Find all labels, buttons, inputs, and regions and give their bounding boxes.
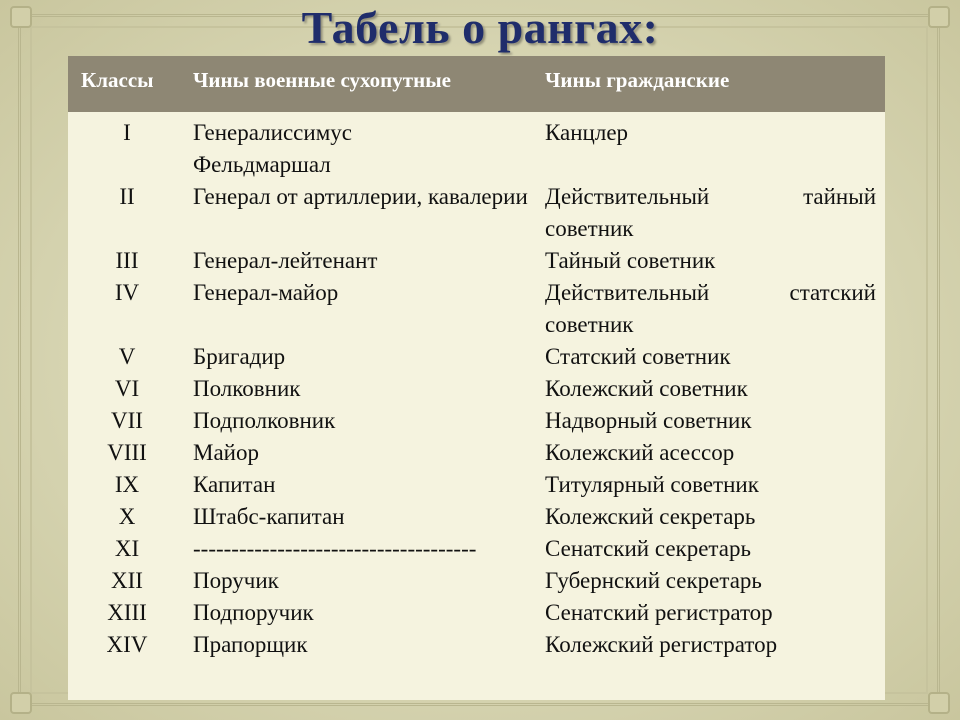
table-body xyxy=(68,117,885,661)
column-header-classes: Классы xyxy=(81,68,154,92)
class-cell: XII xyxy=(111,568,143,593)
military-rank-cell: Капитан xyxy=(193,472,276,497)
civil-rank-cell: Сенатский секретарь xyxy=(545,536,751,561)
table-row xyxy=(68,277,885,341)
class-cell: VI xyxy=(114,376,140,401)
civil-rank-cell: Сенатский регистратор xyxy=(545,600,773,625)
class-cell: V xyxy=(118,344,136,369)
table-row xyxy=(68,597,885,629)
military-rank-cell: Генерал-лейтенант xyxy=(193,248,378,273)
column-header-military: Чины военные сухопутные xyxy=(193,68,451,92)
civil-rank-cell xyxy=(545,181,876,245)
class-cell: II xyxy=(119,184,135,209)
civil-rank-cell: Губернский секретарь xyxy=(545,568,762,593)
civil-rank-cell: Колежский советник xyxy=(545,376,748,401)
civil-rank-word: Действительный xyxy=(545,184,710,209)
civil-rank-cell: Колежский секретарь xyxy=(545,504,756,529)
table-row xyxy=(68,405,885,437)
civil-rank-cell: Тайный советник xyxy=(545,248,716,273)
table-row xyxy=(68,565,885,597)
civil-rank-cell: Колежский регистратор xyxy=(545,632,778,657)
class-cell: IX xyxy=(114,472,140,497)
table-row xyxy=(68,181,885,245)
table-row xyxy=(68,437,885,469)
civil-rank-word: Действительный xyxy=(545,280,710,305)
table-row xyxy=(68,501,885,533)
civil-rank-cell: Статский советник xyxy=(545,344,731,369)
military-rank-cell: Генерал от артиллерии, кавалерии xyxy=(193,184,528,209)
class-cell: X xyxy=(118,504,136,529)
table-row xyxy=(68,373,885,405)
column-header-civil: Чины гражданские xyxy=(545,68,730,92)
civil-rank-cell: Титулярный советник xyxy=(545,472,759,497)
civil-rank-word: тайный xyxy=(803,184,876,209)
military-rank-cell: Поручик xyxy=(193,568,279,593)
civil-rank-line xyxy=(545,277,876,309)
corner-ornament xyxy=(928,692,950,714)
class-cell: IV xyxy=(114,280,140,305)
military-rank-cell: Бригадир xyxy=(193,344,286,369)
civil-rank-word: статский xyxy=(789,280,876,305)
civil-rank-cell: Надворный советник xyxy=(545,408,752,433)
table-header xyxy=(68,56,885,112)
military-rank-cell: Штабс-капитан xyxy=(193,504,345,529)
corner-ornament xyxy=(10,692,32,714)
civil-rank-cell xyxy=(545,277,876,341)
table-row xyxy=(68,341,885,373)
military-rank-cell: Генерал-майор xyxy=(193,280,339,305)
slide-title: Табель о рангах: xyxy=(301,2,659,53)
table-row xyxy=(68,629,885,661)
military-rank-cell: Прапорщик xyxy=(193,632,308,657)
class-cell: I xyxy=(123,120,131,145)
class-cell: XI xyxy=(114,536,140,561)
military-rank-cell: Подпоручик xyxy=(193,600,314,625)
military-rank-cell: Майор xyxy=(193,440,259,465)
class-cell: XIV xyxy=(106,632,148,657)
class-cell: VII xyxy=(111,408,143,433)
table-row xyxy=(68,245,885,277)
table-row xyxy=(68,533,885,565)
class-cell: XIII xyxy=(107,600,147,625)
civil-rank-cell: Колежский асессор xyxy=(545,440,735,465)
military-rank-cell: Полковник xyxy=(193,376,301,401)
military-rank-cell: Генералиссимус Фельдмаршал xyxy=(193,120,352,177)
table-row xyxy=(68,117,885,181)
class-cell: VIII xyxy=(107,440,147,465)
class-cell: III xyxy=(115,248,139,273)
civil-rank-line xyxy=(545,181,876,213)
civil-rank-cell: Канцлер xyxy=(545,120,629,145)
military-rank-cell: Подполковник xyxy=(193,408,336,433)
table-row xyxy=(68,469,885,501)
civil-rank-line: советник xyxy=(545,312,634,337)
civil-rank-line: советник xyxy=(545,216,634,241)
military-rank-cell: ------------------------------------- xyxy=(193,536,477,561)
